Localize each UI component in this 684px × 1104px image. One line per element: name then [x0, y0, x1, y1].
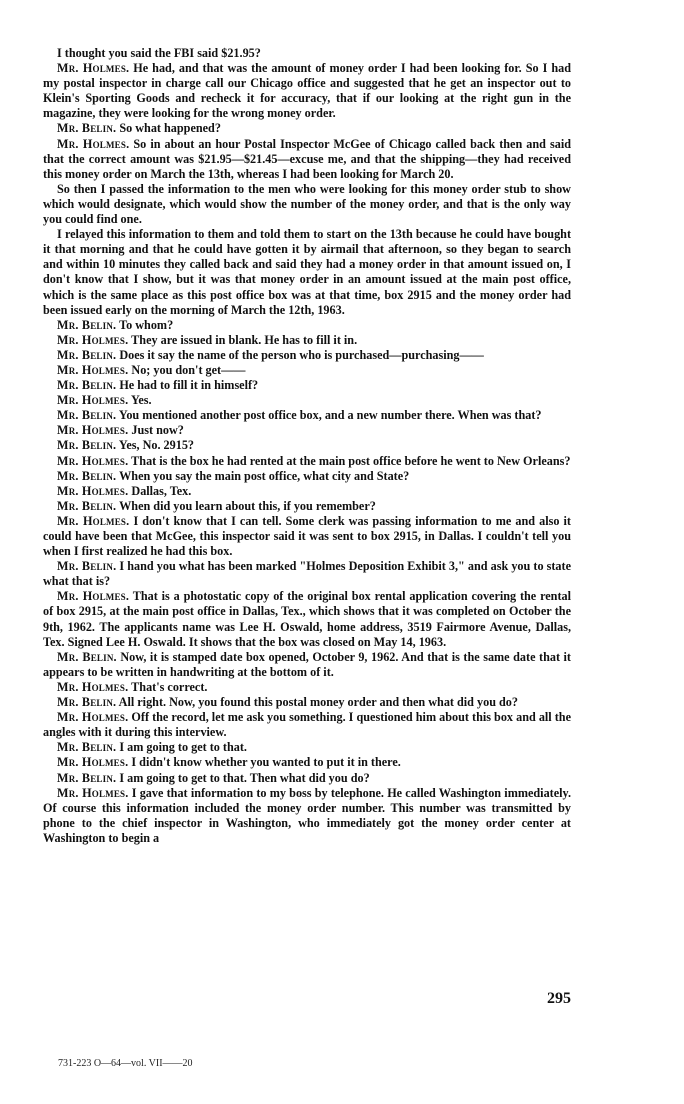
speaker-name: Mr. Holmes. — [57, 710, 129, 725]
paragraph-text: To whom? — [116, 317, 174, 332]
paragraph-text: That's correct. — [128, 679, 208, 694]
paragraph-text: Now, it is stamped date box opened, October 9, 1962. And that is the same date that it appears to be written in handwriting at the bottom of it. — [43, 649, 571, 679]
testimony-paragraph — [43, 137, 571, 182]
speaker-name: Mr. Belin. — [57, 317, 117, 332]
speaker-name: Mr. Belin. — [57, 559, 117, 574]
speaker-name: Mr. Belin. — [57, 347, 117, 362]
speaker-name: Mr. Holmes. — [57, 453, 129, 468]
paragraph-text: He had, and that was the amount of money order I had been looking for. So I had my postal inspector in charge call our Chicago office and suggested that he get an inspector out to Klein's Sporting Goods and recheck it for accuracy, that if our looking at the right gun in the magazine, they were looking for the wrong money order. — [43, 61, 571, 121]
speaker-name: Mr. Belin. — [57, 770, 117, 785]
speaker-name: Mr. Belin. — [57, 438, 117, 453]
speaker-name: Mr. Holmes. — [57, 393, 129, 408]
testimony-paragraph — [43, 227, 571, 318]
testimony-paragraph — [43, 46, 571, 61]
paragraph-text: So what happened? — [116, 121, 221, 136]
testimony-paragraph — [43, 559, 571, 589]
paragraph-text: I gave that information to my boss by telephone. He called Washington immediately. Of course this information included the money order number. This number was transmitted by phone to the chief inspector in Washington, who immediately got the money order center at Washington to begin a — [43, 785, 571, 845]
testimony-paragraph — [43, 469, 571, 484]
testimony-paragraph — [43, 454, 571, 469]
paragraph-text: Yes, No. 2915? — [116, 438, 195, 453]
paragraph-text: I don't know that I can tell. Some clerk was passing information to me and also it could have been that McGee, this inspector said it was sent to box 2915, in Dallas. I couldn't tell you when I first realized he had this box. — [43, 513, 571, 559]
speaker-name: Mr. Holmes. — [57, 423, 129, 438]
paragraph-text: When did you learn about this, if you remember? — [116, 498, 376, 513]
testimony-paragraph — [43, 182, 571, 227]
paragraph-text: I hand you what has been marked "Holmes Deposition Exhibit 3," and ask you to state what that is? — [43, 559, 571, 589]
paragraph-text: I didn't know whether you wanted to put it in there. — [128, 755, 401, 770]
speaker-name: Mr. Holmes. — [57, 785, 129, 800]
testimony-paragraph — [43, 333, 571, 348]
paragraph-text: Just now? — [128, 423, 184, 438]
paragraph-text: I am going to get to that. Then what did you do? — [116, 770, 370, 785]
document-body — [43, 46, 571, 846]
speaker-name: Mr. Holmes. — [57, 362, 129, 377]
testimony-paragraph — [43, 423, 571, 438]
paragraph-text: Dallas, Tex. — [128, 483, 192, 498]
speaker-name: Mr. Holmes. — [57, 755, 129, 770]
speaker-name: Mr. Holmes. — [57, 679, 129, 694]
speaker-name: Mr. Belin. — [57, 378, 117, 393]
paragraph-text: That is the box he had rented at the main post office before he went to New Orleans? — [128, 453, 571, 468]
speaker-name: Mr. Holmes. — [57, 332, 129, 347]
testimony-paragraph — [43, 121, 571, 136]
paragraph-text: No; you don't get—— — [128, 362, 246, 377]
paragraph-text: All right. Now, you found this postal money order and then what did you do? — [116, 695, 518, 710]
testimony-paragraph — [43, 786, 571, 846]
speaker-name: Mr. Belin. — [57, 740, 117, 755]
paragraph-text: That is a photostatic copy of the original box rental application covering the rental of box 2915, at the main post office in Dallas, Tex., which shows that it was completed on October the 9th, 1962. The applicants name was Lee H. Oswald, home address, 3519 Fairmore Avenue, Dallas, Tex. Signed Lee H. Oswald. It shows that the box was closed on May 14, 1963. — [43, 589, 571, 649]
speaker-name: Mr. Holmes. — [57, 513, 130, 528]
paragraph-text: Does it say the name of the person who is purchased—purchasing—— — [116, 347, 484, 362]
speaker-name: Mr. Belin. — [57, 468, 117, 483]
testimony-paragraph — [43, 680, 571, 695]
paragraph-text: Off the record, let me ask you something. I questioned him about this box and all the angles with it during this interview. — [43, 710, 571, 740]
speaker-name: Mr. Belin. — [57, 121, 117, 136]
print-code-footer: 731-223 O—64—vol. VII——20 — [58, 1058, 193, 1069]
paragraph-text: I am going to get to that. — [116, 740, 247, 755]
testimony-paragraph — [43, 589, 571, 649]
paragraph-text: I relayed this information to them and told them to start on the 13th because he could have bought it that morning and that he could have gotten it by airmail that afternoon, so they began to search and within 10 minutes they called back and said they had a money order in that amount issued on, I don't know that I show, but it was that money order in an amount issued at the main post office, which is the same place as this post office box was at that time, box 2915 and the money order had been issued early on the morning of March the 12th, 1963. — [43, 227, 571, 317]
paragraph-text: So in about an hour Postal Inspector McGee of Chicago called back then and said that the correct amount was $21.95—$21.45—excuse me, and that the shipping—they had received this money order on March the 13th, whereas I had been looking for March 20. — [43, 136, 571, 181]
speaker-name: Mr. Holmes. — [57, 589, 130, 604]
testimony-paragraph — [43, 710, 571, 740]
testimony-paragraph — [43, 755, 571, 770]
testimony-paragraph — [43, 61, 571, 121]
testimony-paragraph — [43, 695, 571, 710]
speaker-name: Mr. Belin. — [57, 695, 117, 710]
testimony-paragraph — [43, 393, 571, 408]
paragraph-text: He had to fill it in himself? — [116, 378, 259, 393]
paragraph-text: I thought you said the FBI said $21.95? — [57, 46, 261, 60]
testimony-paragraph — [43, 348, 571, 363]
speaker-name: Mr. Holmes. — [57, 61, 130, 76]
speaker-name: Mr. Belin. — [57, 498, 117, 513]
speaker-name: Mr. Holmes. — [57, 136, 130, 151]
testimony-paragraph — [43, 499, 571, 514]
testimony-paragraph — [43, 408, 571, 423]
paragraph-text: They are issued in blank. He has to fill it in. — [128, 332, 358, 347]
paragraph-text: You mentioned another post office box, and a new number there. When was that? — [116, 408, 542, 423]
testimony-paragraph — [43, 378, 571, 393]
speaker-name: Mr. Belin. — [57, 649, 117, 664]
paragraph-text: Yes. — [128, 393, 152, 408]
paragraph-text: When you say the main post office, what city and State? — [116, 468, 410, 483]
paragraph-text: So then I passed the information to the men who were looking for this money order stub to show which would designate, which would show the number of the money order, and that is the only way you could find one. — [43, 181, 571, 227]
testimony-paragraph — [43, 514, 571, 559]
testimony-paragraph — [43, 740, 571, 755]
testimony-paragraph — [43, 650, 571, 680]
speaker-name: Mr. Holmes. — [57, 483, 129, 498]
testimony-paragraph — [43, 438, 571, 453]
speaker-name: Mr. Belin. — [57, 408, 117, 423]
page-number: 295 — [547, 990, 571, 1007]
testimony-paragraph — [43, 484, 571, 499]
testimony-paragraph — [43, 771, 571, 786]
testimony-paragraph — [43, 318, 571, 333]
testimony-paragraph — [43, 363, 571, 378]
